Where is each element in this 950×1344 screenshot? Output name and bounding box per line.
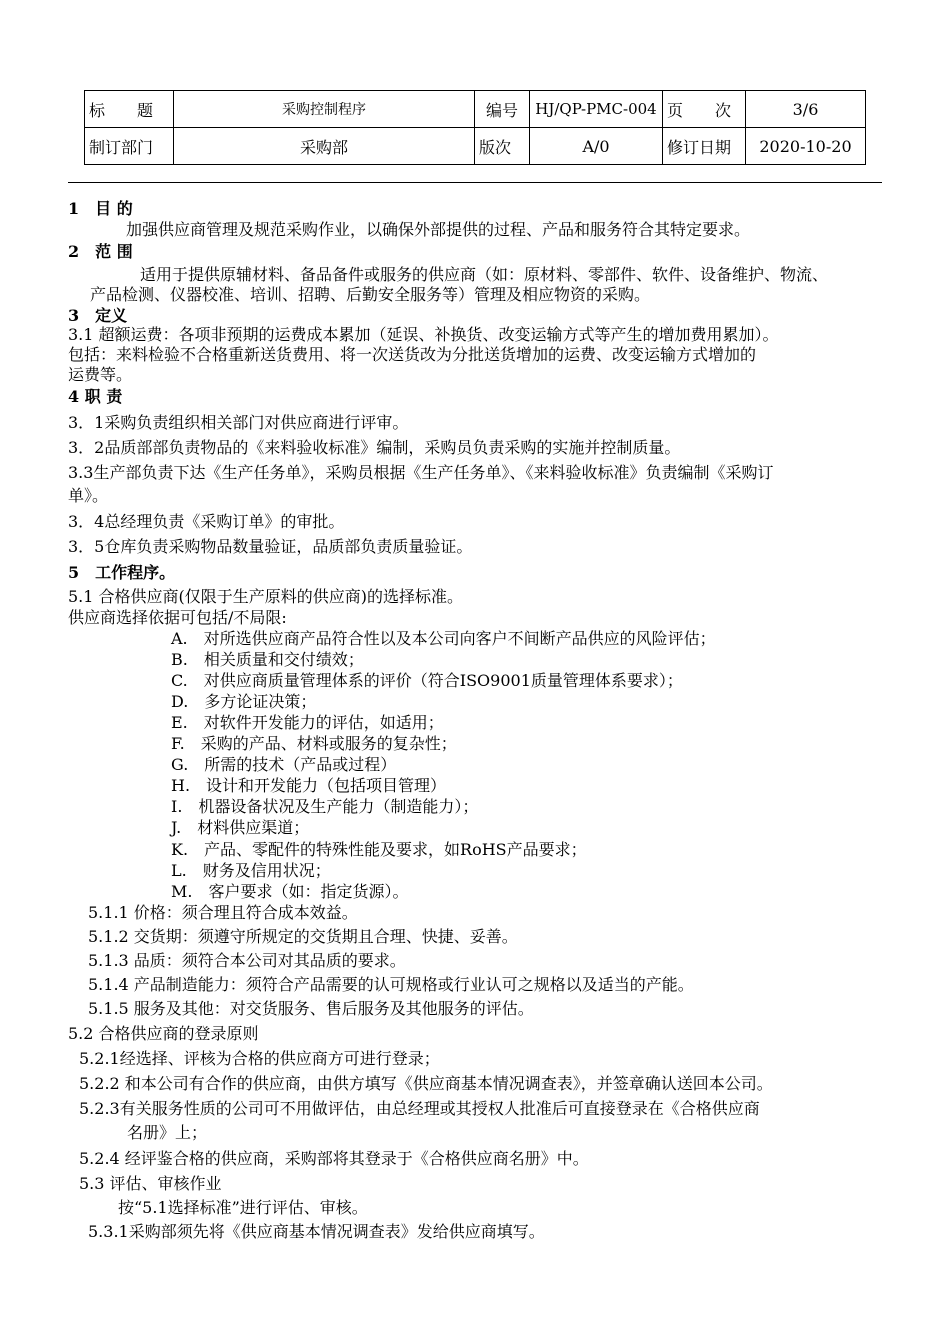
section-3-heading: 3 定义 [68,306,128,325]
section-3-text-1: 3.1 超额运费：各项非预期的运费成本累加（延误、补换货、改变运输方式等产生的增加费用累加）。 [68,325,779,344]
clause-5-3-text: 按“5.1选择标准”进行评估、审核。 [118,1198,368,1217]
clause-5-1-1: 5.1.1 价格：须合理且符合成本效益。 [88,903,358,922]
section-3-text-2: 包括：来料检验不合格重新送货费用、将一次送货改为分批送货增加的运费、改变运输方式增加的 [68,345,757,364]
page-value: 3/6 [746,91,866,128]
criteria-item-a: A. 对所选供应商产品符合性以及本公司向客户不间断产品供应的风险评估； [171,629,716,648]
date-value: 2020-10-20 [746,128,866,165]
criteria-item-b: B. 相关质量和交付绩效； [171,650,364,669]
duty-3-3: 3.3生产部负责下达《生产任务单》，采购员根据《生产任务单》、《来料验收标准》负责编制《采购订 [68,463,774,482]
section-5-heading: 5 工作程序。 [68,563,176,582]
criteria-item-h: H. 设计和开发能力（包括项目管理） [171,776,447,795]
page-label: 页 次 [663,91,746,128]
section-4-heading: 4 职 责 [68,387,123,406]
version-value: A/0 [530,128,663,165]
docno-value: HJ/QP-PMC-004 [530,91,663,128]
clause-5-2-3: 5.2.3有关服务性质的公司可不用做评估，由总经理或其授权人批准后可直接登录在《合格供应商 [79,1099,760,1118]
criteria-item-f: F. 采购的产品、材料或服务的复杂性； [171,734,457,753]
title-label: 标 题 [85,91,174,128]
document-header-table [84,90,866,165]
section-2-heading: 2 范 围 [68,242,133,261]
criteria-item-m: M. 客户要求（如：指定货源）。 [171,882,409,901]
clause-5-1-4: 5.1.4 产品制造能力：须符合产品需要的认可规格或行业认可之规格以及适当的产能。 [88,975,694,994]
clause-5-1: 5.1 合格供应商(仅限于生产原料的供应商)的选择标准。 [68,587,464,606]
title-value: 采购控制程序 [174,91,475,128]
clause-5-2-4: 5.2.4 经评鉴合格的供应商，采购部将其登录于《合格供应商名册》中。 [79,1149,589,1168]
docno-label: 编号 [475,91,530,128]
duty-3-1: 3．1采购负责组织相关部门对供应商进行评审。 [68,413,409,432]
clause-5-2-3-cont: 名册》上； [127,1123,208,1142]
clause-5-3: 5.3 评估、审核作业 [79,1174,222,1193]
clause-5-1-2: 5.1.2 交货期：须遵守所规定的交货期且合理、快捷、妥善。 [88,927,518,946]
criteria-intro: 供应商选择依据可包括/不局限: [68,608,287,627]
section-1-text: 加强供应商管理及规范采购作业，以确保外部提供的过程、产品和服务符合其特定要求。 [126,220,751,239]
criteria-item-c: C. 对供应商质量管理体系的评价（符合ISO9001质量管理体系要求）； [171,671,683,690]
version-label: 版次 [475,128,530,165]
header-divider [68,182,882,183]
clause-5-2-2: 5.2.2 和本公司有合作的供应商，由供方填写《供应商基本情况调查表》，并签章确认送回本公司。 [79,1074,773,1093]
clause-5-3-1: 5.3.1采购部须先将《供应商基本情况调查表》发给供应商填写。 [88,1222,545,1241]
clause-5-1-3: 5.1.3 品质：须符合本公司对其品质的要求。 [88,951,406,970]
duty-3-5: 3．5仓库负责采购物品数量验证，品质部负责质量验证。 [68,537,473,556]
duty-3-2: 3．2品质部部负责物品的《来料验收标准》编制，采购员负责采购的实施并控制质量。 [68,438,681,457]
criteria-item-e: E. 对软件开发能力的评估，如适用； [171,713,444,732]
criteria-item-i: I. 机器设备状况及生产能力（制造能力）； [171,797,479,816]
dept-value: 采购部 [174,128,475,165]
section-2-text-2: 产品检测、仪器校准、培训、招聘、后勤安全服务等）管理及相应物资的采购。 [90,285,651,304]
criteria-item-k: K. 产品、零配件的特殊性能及要求，如RoHS产品要求； [171,840,587,859]
criteria-item-l: L. 财务及信用状况； [171,861,331,880]
section-1-heading: 1 目 的 [68,199,133,218]
clause-5-1-5: 5.1.5 服务及其他：对交货服务、售后服务及其他服务的评估。 [88,999,534,1018]
section-2-text-1: 适用于提供原辅材料、备品备件或服务的供应商（如：原材料、零部件、软件、设备维护、物流、 [140,265,829,284]
duty-3-4: 3．4总经理负责《采购订单》的审批。 [68,512,345,531]
dept-label: 制订部门 [85,128,174,165]
section-3-text-3: 运费等。 [68,365,133,384]
duty-3-3-cont: 单》。 [68,486,109,505]
criteria-item-d: D. 多方论证决策； [171,692,317,711]
clause-5-2-1: 5.2.1经选择、评核为合格的供应商方可进行登录； [79,1049,440,1068]
clause-5-2: 5.2 合格供应商的登录原则 [68,1024,259,1043]
criteria-item-j: J. 材料供应渠道； [171,818,310,837]
criteria-item-g: G. 所需的技术（产品或过程） [171,755,397,774]
date-label: 修订日期 [663,128,746,165]
